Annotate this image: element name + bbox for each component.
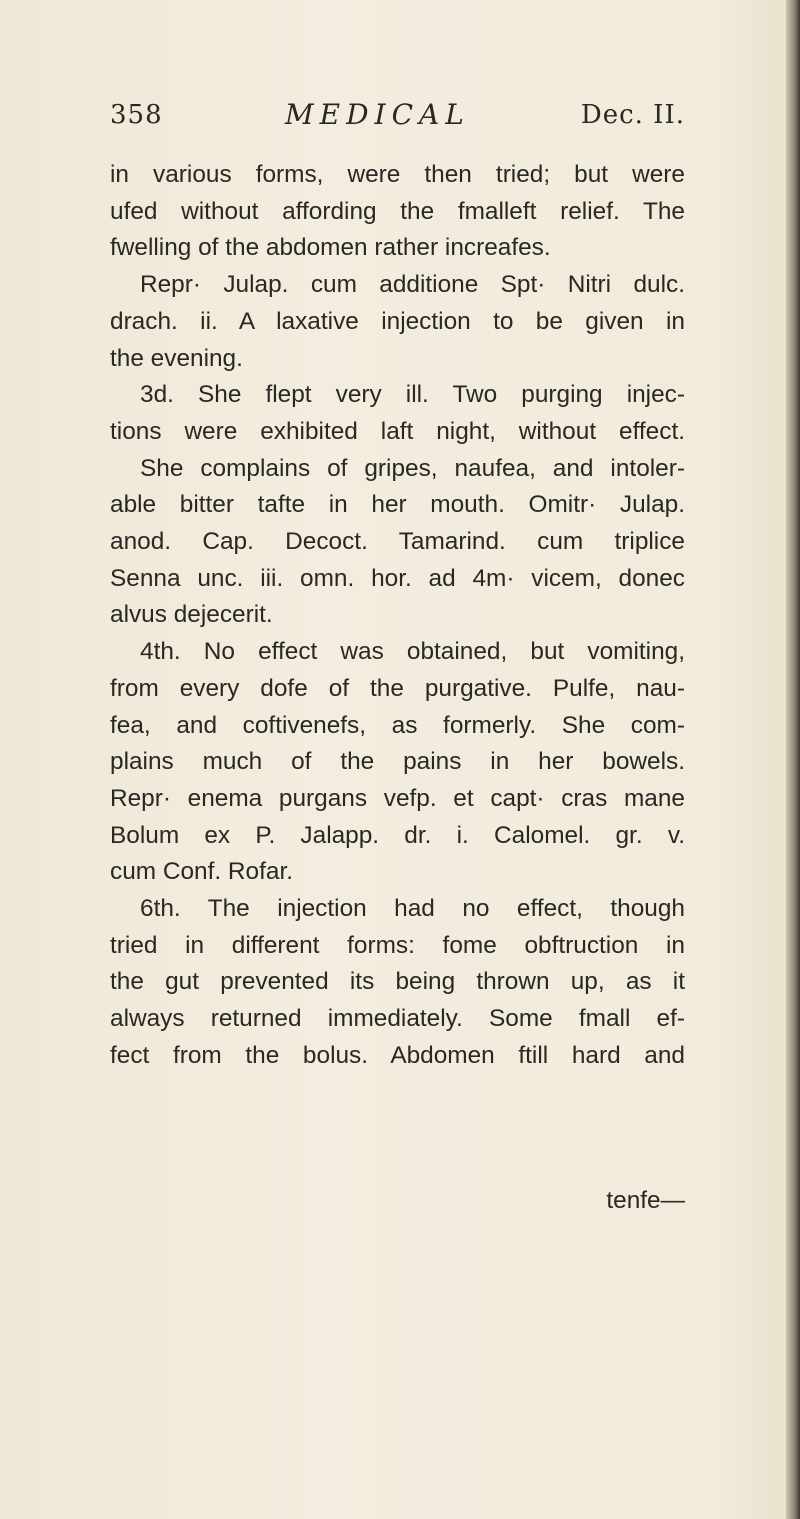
text-line: tions were exhibited laft night, without effect.: [110, 417, 685, 445]
catchword: tenfe—: [606, 1187, 685, 1214]
text-line: cum Conf. Rofar.: [110, 858, 294, 886]
text-line: in various forms, were then tried; but were: [110, 161, 685, 188]
page-number: 358: [110, 100, 163, 130]
text-line: the evening.: [110, 344, 243, 372]
text-line: the gut prevented its being thrown up, as it: [110, 968, 685, 996]
text-line: Bolum ex P. Jalapp. dr. i. Calomel. gr. v.: [110, 821, 685, 849]
text-line: She complains of gripes, naufea, and intoler-: [140, 454, 685, 482]
page-header: [110, 100, 685, 140]
text-line: Senna unc. iii. omn. hor. ad 4m· vicem, donec: [110, 564, 685, 592]
page-edge-shadow: [786, 0, 800, 1519]
text-line: fea, and coftivenefs, as formerly. She com-: [110, 711, 685, 739]
text-line: fwelling of the abdomen rather increafes.: [110, 234, 551, 262]
text-line: anod. Cap. Decoct. Tamarind. cum triplice: [110, 528, 685, 556]
body-text: [110, 157, 685, 1075]
text-line: Repr· Julap. cum additione Spt· Nitri dulc.: [140, 271, 685, 299]
text-line: drach. ii. A laxative injection to be given in: [110, 307, 685, 335]
text-line: able bitter tafte in her mouth. Omitr· Julap.: [110, 491, 685, 519]
running-title: MEDICAL: [285, 98, 470, 131]
text-line: 4th. No effect was obtained, but vomiting,: [140, 638, 685, 666]
text-line: tried in different forms: fome obftruction in: [110, 931, 685, 959]
section-reference: Dec. II.: [580, 100, 685, 130]
text-line: from every dofe of the purgative. Pulfe, nau-: [110, 674, 685, 702]
text-line: 6th. The injection had no effect, though: [140, 895, 685, 923]
text-line: ufed without affording the fmalleft relief. The: [110, 197, 685, 225]
text-line: alvus dejecerit.: [110, 601, 273, 629]
text-line: plains much of the pains in her bowels.: [110, 748, 685, 776]
text-line: always returned immediately. Some fmall ef-: [110, 1005, 685, 1033]
text-line: fect from the bolus. Abdomen ftill hard and: [110, 1041, 685, 1069]
text-line: 3d. She flept very ill. Two purging injec-: [140, 381, 685, 409]
text-line: Repr· enema purgans vefp. et capt· cras mane: [110, 784, 685, 812]
